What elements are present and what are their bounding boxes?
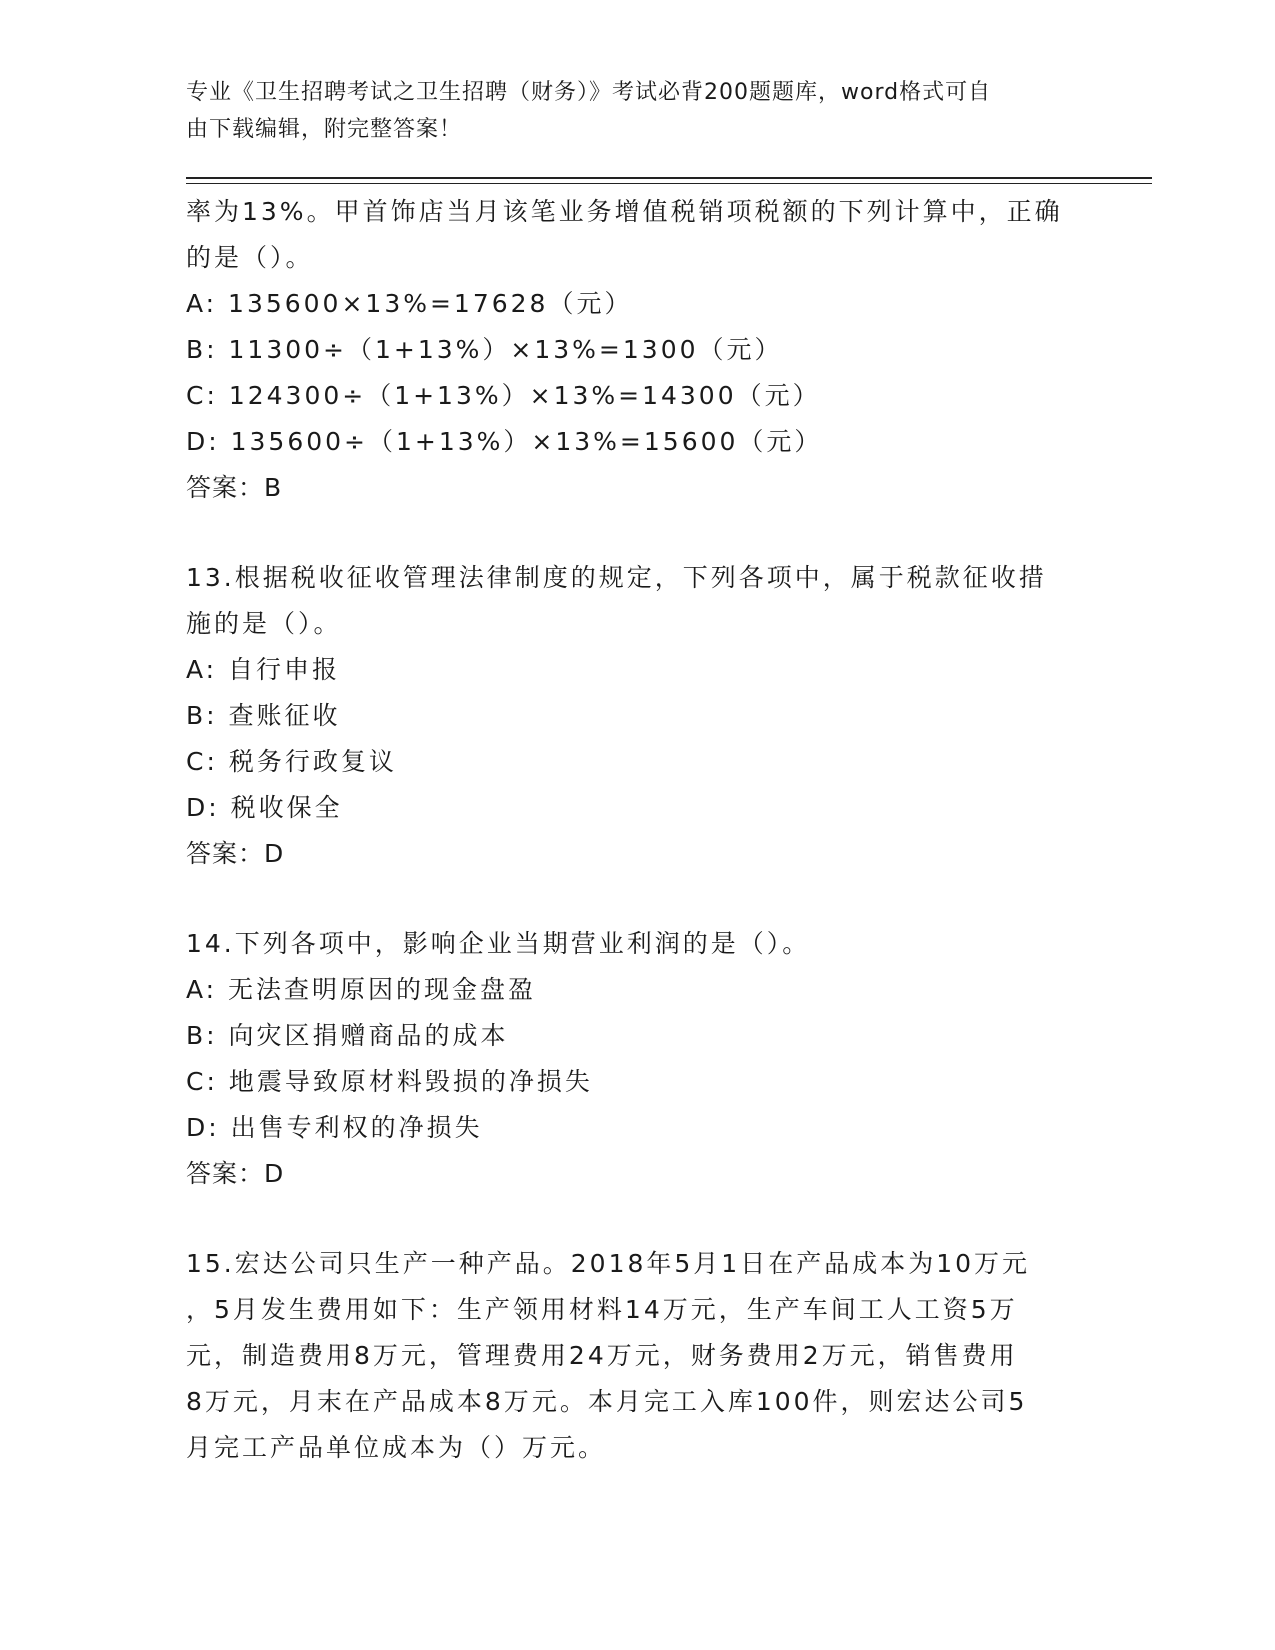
spacer: [186, 877, 1106, 921]
document-header: [186, 74, 1066, 148]
option-b: B: 查账征收: [186, 701, 341, 730]
option-b: B: 11300÷（1+13%）×13%=1300（元）: [186, 335, 783, 364]
question-text-line: 13.根据税收征收管理法律制度的规定，下列各项中，属于税款征收措: [186, 563, 1047, 592]
option-c: C: 124300÷（1+13%）×13%=14300（元）: [186, 381, 821, 410]
question-text-line: 元，制造费用8万元，管理费用24万元，财务费用2万元，销售费用: [186, 1341, 1018, 1370]
header-divider-thick: [186, 177, 1152, 179]
option-d: D: 出售专利权的净损失: [186, 1113, 483, 1142]
question-13: [186, 555, 1106, 877]
header-divider-thin: [186, 183, 1152, 184]
question-12: [186, 189, 1106, 511]
answer-line: 答案：B: [186, 473, 283, 502]
question-text-line: 的是（）。: [186, 243, 314, 272]
question-text-line: 率为13%。甲首饰店当月该笔业务增值税销项税额的下列计算中，正确: [186, 197, 1063, 226]
question-text-line: 15.宏达公司只生产一种产品。2018年5月1日在产品成本为10万元: [186, 1249, 1031, 1278]
spacer: [186, 511, 1106, 555]
answer-line: 答案：D: [186, 1159, 285, 1188]
question-14: [186, 921, 1106, 1197]
answer-line: 答案：D: [186, 839, 285, 868]
option-d: D: 税收保全: [186, 793, 343, 822]
question-text-line: ，5月发生费用如下：生产领用材料14万元，生产车间工人工资5万: [186, 1295, 1018, 1324]
header-line-2: 由下载编辑，附完整答案！: [186, 117, 463, 142]
option-c: C: 税务行政复议: [186, 747, 397, 776]
question-text-line: 14.下列各项中，影响企业当期营业利润的是（）。: [186, 929, 811, 958]
option-d: D: 135600÷（1+13%）×13%=15600（元）: [186, 427, 823, 456]
question-15: [186, 1241, 1106, 1471]
option-a: A: 135600×13%=17628（元）: [186, 289, 633, 318]
question-text-line: 施的是（）。: [186, 609, 342, 638]
option-b: B: 向灾区捐赠商品的成本: [186, 1021, 509, 1050]
question-content: [186, 189, 1106, 1471]
question-text-line: 月完工产品单位成本为（）万元。: [186, 1433, 607, 1462]
spacer: [186, 1197, 1106, 1241]
question-text-line: 8万元，月末在产品成本8万元。本月完工入库100件，则宏达公司5: [186, 1387, 1028, 1416]
header-line-1: 专业《卫生招聘考试之卫生招聘（财务）》考试必背200题题库，word格式可自: [186, 80, 992, 105]
option-c: C: 地震导致原材料毁损的净损失: [186, 1067, 593, 1096]
option-a: A: 自行申报: [186, 655, 341, 684]
option-a: A: 无法查明原因的现金盘盈: [186, 975, 537, 1004]
